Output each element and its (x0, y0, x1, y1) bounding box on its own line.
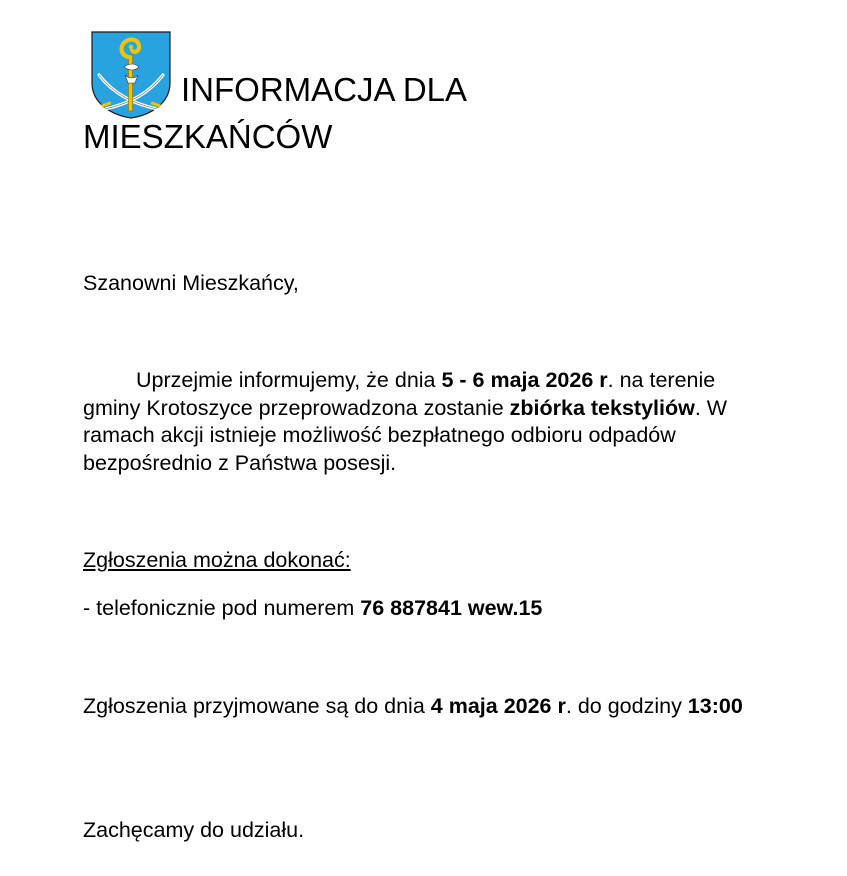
document-title (83, 66, 783, 160)
phone-number: 76 887841 wew.15 (360, 596, 543, 620)
title-line-2: MIESZKAŃCÓW (83, 118, 333, 155)
greeting: Szanowni Mieszkańcy, (83, 271, 299, 295)
phone-prefix: - telefonicznie pod numerem (83, 596, 361, 620)
collection-name: zbiórka tekstyliów (509, 395, 695, 420)
closing-line: Zachęcamy do udziału. (83, 818, 305, 842)
deadline-date: 4 maja 2026 r (430, 694, 566, 718)
paragraph-part-3: . W ramach akcji istnieje możliwość bezpłatnego odbioru odpadów bezpośrednio z Państwa posesji. (83, 395, 728, 475)
announcement-paragraph (83, 367, 773, 477)
phone-line (83, 595, 773, 623)
deadline-prefix: Zgłoszenia przyjmowane są do dnia (83, 694, 431, 718)
paragraph-part-1: Uprzejmie informujemy, że dnia (136, 368, 442, 392)
collection-dates: 5 - 6 maja 2026 r (441, 368, 608, 392)
deadline-line (83, 693, 773, 721)
submissions-heading: Zgłoszenia można dokonać: (83, 548, 351, 572)
paragraph-part-2: . na terenie gminy Krotoszyce przeprowadzona zostanie (83, 368, 716, 420)
deadline-time: 13:00 (687, 694, 743, 718)
deadline-middle: . do godziny (565, 694, 688, 718)
title-line-1: INFORMACJA DLA (181, 71, 468, 108)
